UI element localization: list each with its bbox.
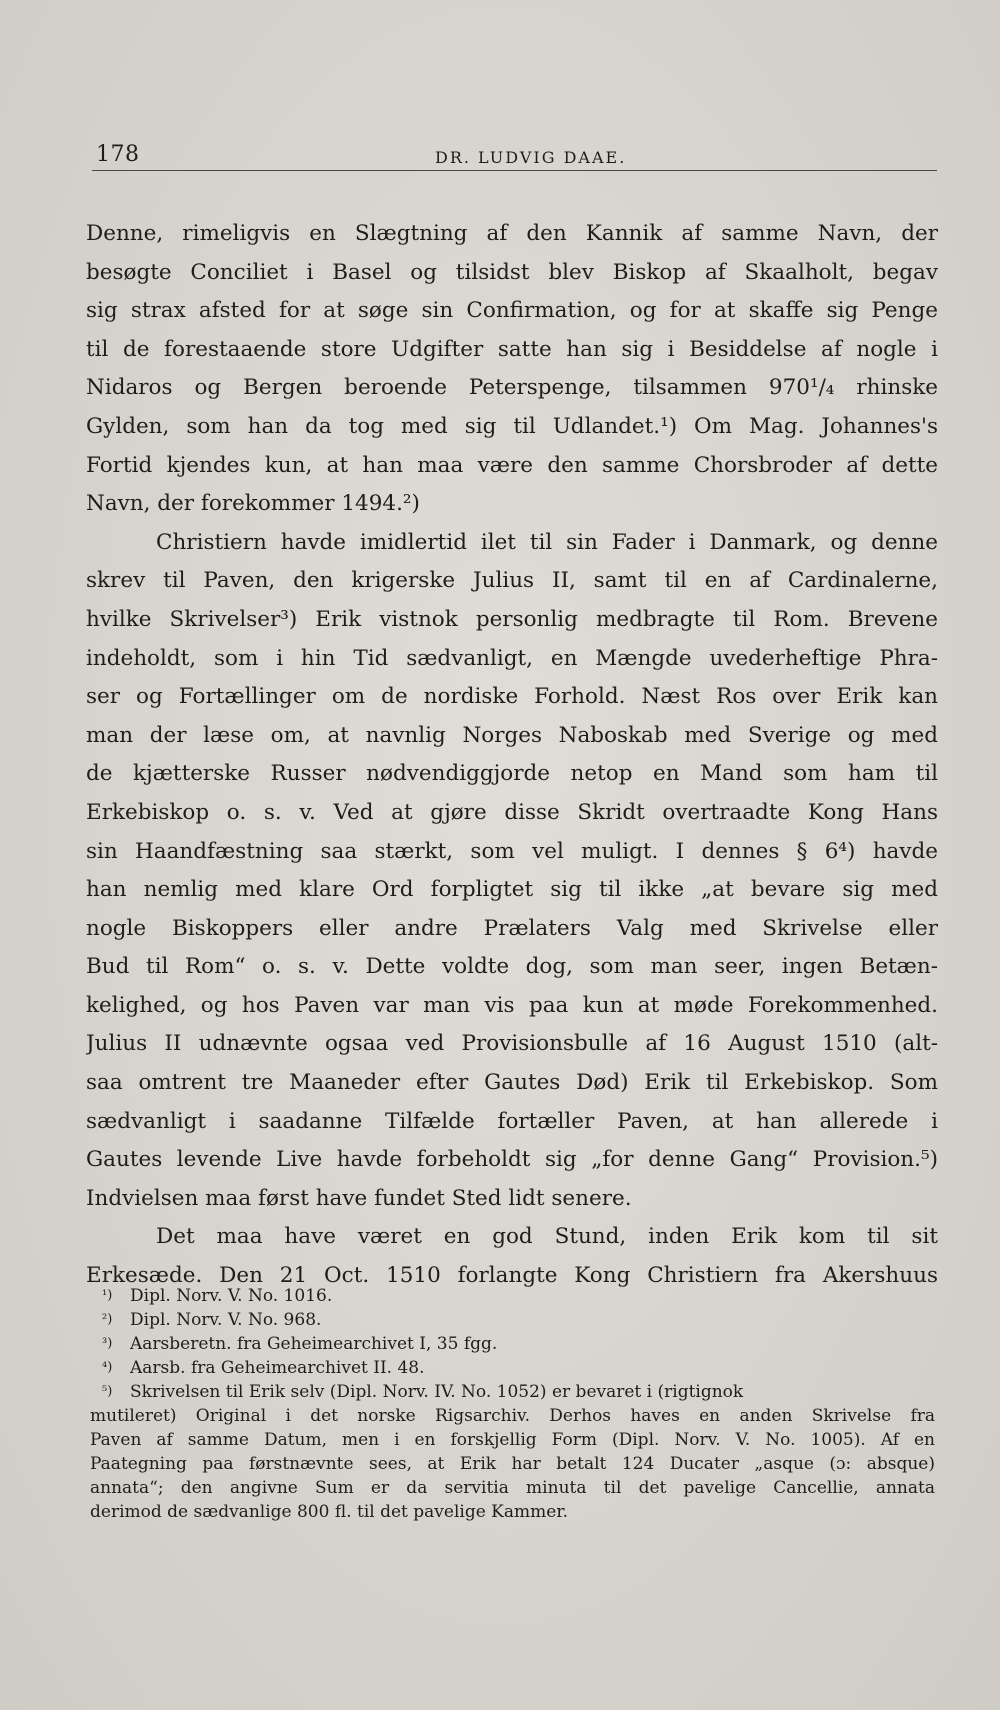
- body-line: sig strax afsted for at søge sin Confirmation, og for at skaffe sig Penge: [86, 298, 938, 324]
- body-line: Navn, der forekommer 1494.²): [86, 491, 420, 517]
- footnote-continuation-line: mutileret) Original i det norske Rigsarchiv. Derhos haves en anden Skrivelse fra: [90, 1406, 935, 1426]
- body-line: sin Haandfæstning saa stærkt, som vel muligt. I dennes § 6⁴) havde: [86, 838, 938, 864]
- footnote: [90, 1332, 935, 1356]
- footnote-marker: ³): [102, 1336, 113, 1351]
- footnote-text: Dipl. Norv. V. No. 968.: [130, 1310, 322, 1330]
- body-line: Fortid kjendes kun, at han maa være den samme Chorsbroder af dette: [86, 452, 938, 478]
- running-head: DR. LUDVIG DAAE.: [435, 148, 627, 167]
- body-line: saa omtrent tre Maaneder efter Gautes Død) Erik til Erkebiskop. Som: [86, 1070, 938, 1096]
- body-line: indeholdt, som i hin Tid sædvanligt, en Mængde uvederheftige Phra-: [86, 645, 938, 671]
- footnote-text: Aarsb. fra Geheimearchivet II. 48.: [130, 1358, 425, 1378]
- body-line: Det maa have været en god Stund, inden Erik kom til sit: [156, 1224, 938, 1250]
- body-line: man der læse om, at navnlig Norges Naboskab med Sverige og med: [86, 722, 938, 748]
- footnote: [90, 1284, 935, 1308]
- footnote-marker: ²): [102, 1312, 113, 1327]
- body-line: besøgte Conciliet i Basel og tilsidst blev Biskop af Skaalholt, begav: [86, 259, 938, 285]
- footnote-text: Dipl. Norv. V. No. 1016.: [130, 1286, 333, 1306]
- footnote-marker: ¹): [102, 1288, 113, 1303]
- body-line: han nemlig med klare Ord forpligtet sig til ikke „at bevare sig med: [86, 877, 938, 903]
- body-line: Gautes levende Live havde forbeholdt sig „for denne Gang“ Provision.⁵): [86, 1147, 938, 1173]
- body-line: ser og Fortællinger om de nordiske Forhold. Næst Ros over Erik kan: [86, 684, 938, 710]
- footnote-continuation-line: Paven af samme Datum, men i en forskjellig Form (Dipl. Norv. V. No. 1005). Af en: [90, 1430, 935, 1450]
- body-line: Nidaros og Bergen beroende Peterspenge, tilsammen 970¹/₄ rhinske: [86, 375, 938, 401]
- footnote-marker: ⁴): [102, 1360, 113, 1375]
- page-number: 178: [96, 142, 140, 167]
- footnote: [90, 1356, 935, 1380]
- body-text: [86, 215, 938, 1296]
- footnote-continuation-line: derimod de sædvanlige 800 fl. til det pavelige Kammer.: [90, 1502, 568, 1522]
- footnote-continuation-line: Paategning paa førstnævnte sees, at Erik har betalt 124 Ducater „asque (ɔ: absque): [90, 1454, 935, 1474]
- body-line: hvilke Skrivelser³) Erik vistnok personlig medbragte til Rom. Brevene: [86, 606, 938, 632]
- body-line: til de forestaaende store Udgifter satte han sig i Besiddelse af nogle i: [86, 336, 938, 362]
- body-line: sædvanligt i saadanne Tilfælde fortæller Paven, at han allerede i: [86, 1108, 938, 1134]
- footnotes: [90, 1284, 935, 1524]
- body-line: Gylden, som han da tog med sig til Udlandet.¹) Om Mag. Johannes's: [86, 413, 938, 439]
- body-line: Indvielsen maa først have fundet Sted lidt senere.: [86, 1185, 632, 1211]
- footnote-continuation-line: annata“; den angivne Sum er da servitia minuta til det pavelige Cancellie, annata: [90, 1478, 935, 1498]
- body-line: Christiern havde imidlertid ilet til sin Fader i Danmark, og denne: [156, 529, 938, 555]
- footnote-marker: ⁵): [102, 1384, 113, 1399]
- body-line: de kjætterske Russer nødvendiggjorde netop en Mand som ham til: [86, 761, 938, 787]
- body-line: Julius II udnævnte ogsaa ved Provisionsbulle af 16 August 1510 (alt-: [86, 1031, 938, 1057]
- footnote: [90, 1308, 935, 1332]
- body-line: Bud til Rom“ o. s. v. Dette voldte dog, som man seer, ingen Betæn-: [86, 954, 938, 980]
- footnote-text: Aarsberetn. fra Geheimearchivet I, 35 fgg.: [130, 1334, 498, 1354]
- footnote: [90, 1380, 935, 1404]
- body-line: nogle Biskoppers eller andre Prælaters Valg med Skrivelse eller: [86, 915, 938, 941]
- header-rule: [92, 170, 937, 171]
- body-line: Erkebiskop o. s. v. Ved at gjøre disse Skridt overtraadte Kong Hans: [86, 799, 938, 825]
- body-line: kelighed, og hos Paven var man vis paa kun at møde Forekommenhed.: [86, 992, 938, 1018]
- footnote-text: Skrivelsen til Erik selv (Dipl. Norv. IV. No. 1052) er bevaret i (rigtignok: [130, 1382, 744, 1402]
- body-line: skrev til Paven, den krigerske Julius II, samt til en af Cardinalerne,: [86, 568, 938, 594]
- body-line: Denne, rimeligvis en Slægtning af den Kannik af samme Navn, der: [86, 221, 938, 246]
- body-line: Erkesæde. Den 21 Oct. 1510 forlangte Kong Christiern fra Akershuus: [86, 1263, 938, 1289]
